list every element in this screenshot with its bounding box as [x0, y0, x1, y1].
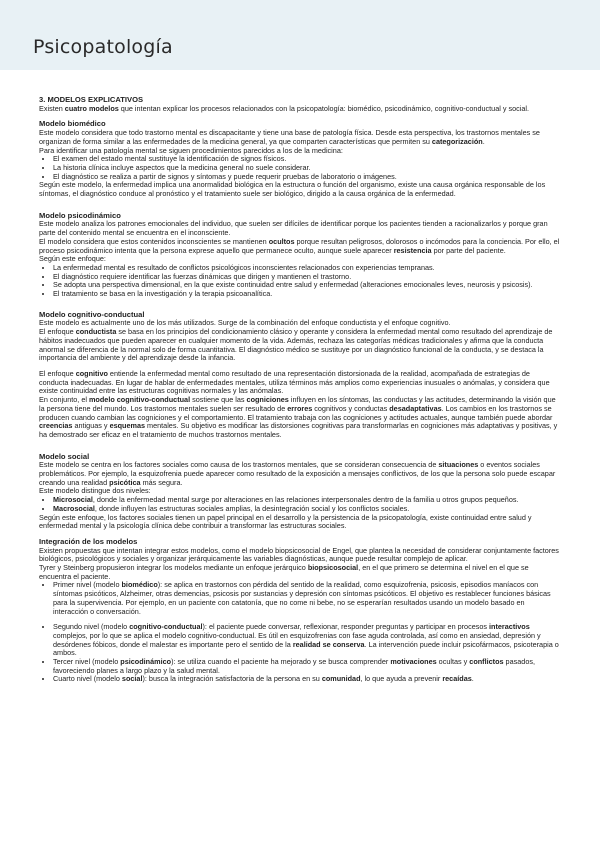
list-item: • Primer nivel (modelo biomédico): se aplica en trastornos con pérdida del sentido de la realidad, como esquizofrenia, psicosis, episodios maníacos con síntomas psicóticos, Alzheimer, otras demencias, psicosis por sustancias y depresión con síntomas psicóticos. El objetivo es restablecer funciones básicas para la supervivencia. Por ejemplo, en un paciente con catatonía, que no come ni bebe, no se esperarían resultados usando un modelo basado en interacción o conversación. [53, 581, 561, 616]
list-item: • Se adopta una perspectiva dimensional, en la que existe continuidad entre salud y enfermedad (alteraciones emocionales leves, neurosis y psicosis). [53, 281, 561, 290]
page-title: Psicopatología [33, 36, 173, 58]
heading-integracion: Integración de los modelos [39, 536, 138, 546]
list-item: • El diagnóstico requiere identificar las fuerzas dinámicas que dirigen y mantienen el trastorno. [53, 273, 561, 282]
heading-social: Modelo social [39, 451, 90, 461]
list-item: • El examen del estado mental sustituye la identificación de signos físicos. [53, 155, 561, 164]
heading-biomedico: Modelo biomédico [39, 119, 106, 129]
intro-paragraph: Existen cuatro modelos que intentan explicar los procesos relacionados con la psicopatología: biomédico, psicodinámico, cognitivo-conductual y social. [39, 103, 530, 113]
cognitivo-paragraph-2: El enfoque conductista se basa en los principios del condicionamiento clásico y operante y considera la enfermedad mental como resultado del aprendizaje de hábitos inadecuados que pueden aparecer en cualquier momento de la vida. Además, rechaza las categorías médicas tradicionales y afirma que la conducta anormal se diferencia de la normal solo de forma cuantitativa. El diagnóstico médico se sustituye por un diagnóstico funcional de la conducta, y se destaca la importancia del ambiente y del aprendizaje desde la infancia. [39, 327, 553, 363]
psicodinamico-paragraph-2: El modelo considera que estos contenidos inconscientes se mantienen ocultos porque resultan peligrosos, dolorosos o incómodos para la conciencia. Por ello, el proceso psicodinámico intenta que la persona exprese aquello que permanece oculto, aunque suele aparecer resistencia por parte del paciente. [39, 236, 560, 255]
cognitivo-paragraph-4: En conjunto, el modelo cognitivo-conductual sostiene que las cogniciones influyen en los síntomas, las conductas y las actitudes, determinando la visión que la persona tiene del mundo. Los trastornos mentales suelen ser resultado de errores cognitivos y conductas desadaptativas. Los cambios en los trastornos se producen cuando cambian las cogniciones y el comportamiento. El tratamiento trabaja con las cogniciones y actitudes actuales, aunque también puede abordar creencias antiguas y esquemas mentales. Su objetivo es modificar las distorsiones cognitivas para transformarlas en cogniciones más adaptativas y positivas, y ha demostrado ser eficaz en el tratamiento de muchos trastornos mentales. [39, 395, 558, 439]
social-list [39, 496, 561, 513]
list-item: • La historia clínica incluye aspectos que la medicina general no suele considerar. [53, 164, 561, 173]
psicodinamico-list [39, 264, 561, 299]
biomedico-list [39, 155, 561, 181]
social-paragraph-3: Según este enfoque, los factores sociales tienen un papel principal en el desarrollo y la persistencia de la psicopatología, existe continuidad entre salud y enfermedad mental y la psicología clínica debe contribuir a transformar las estructuras sociales. [39, 512, 532, 531]
psicodinamico-paragraph-3: Según este enfoque: [39, 254, 106, 264]
cognitivo-paragraph-1: Este modelo es actualmente uno de los más utilizados. Surge de la combinación del enfoque conductista y el enfoque cognitivo. [39, 318, 451, 328]
social-paragraph-2: Este modelo distingue dos niveles: [39, 486, 151, 496]
list-item: • La enfermedad mental es resultado de conflictos psicológicos inconscientes relacionados con experiencias tempranas. [53, 264, 561, 273]
section-title: 3. MODELOS EXPLICATIVOS [39, 95, 144, 104]
list-item: • El diagnóstico se realiza a partir de signos y síntomas y puede requerir pruebas de laboratorio o imágenes. [53, 173, 561, 182]
list-item: • El tratamiento se basa en la investigación y la terapia psicoanalítica. [53, 290, 561, 299]
list-item: • Macrosocial, donde influyen las estructuras sociales amplias, la desintegración social y los conflictos sociales. [53, 505, 561, 514]
integracion-list [39, 581, 561, 684]
page-header [0, 0, 600, 70]
list-item: • Microsocial, donde la enfermedad mental surge por alteraciones en las relaciones interpersonales dentro de la familia u otros grupos pequeños. [53, 496, 561, 505]
integracion-paragraph-2: Tyrer y Steinberg propusieron integrar los modelos mediante un enfoque jerárquico biopsicosocial, en el que primero se determina el nivel en el que se encuentra el paciente. [39, 563, 529, 581]
heading-psicodinamico: Modelo psicodinámico [39, 210, 121, 220]
psicodinamico-paragraph-1: Este modelo analiza los patrones emocionales del individuo, que suelen ser difíciles de identificar porque los pacientes tienden a racionalizarlos y porque gran parte del contenido mental se encuentra en el inconsciente. [39, 219, 548, 238]
cognitivo-paragraph-3: El enfoque cognitivo entiende la enfermedad mental como resultado de una representación distorsionada de la realidad, acompañada de estrategias de conducta inadecuadas. En lugar de hablar de enfermedades mentales, utiliza términos más amplios como experiencias inusuales o anómalas, y considera que existe continuidad entre las estructuras cognitivas normales y las anómalas. [39, 368, 550, 396]
social-paragraph-1: Este modelo se centra en los factores sociales como causa de los trastornos mentales, que se consideran consecuencia de situaciones o eventos sociales problemáticos. Por ejemplo, la esquizofrenia puede aparecer como resultado de la exposición a mensajes conflictivos, de los que la persona solo puede escapar creando una realidad psicótica más segura. [39, 460, 556, 487]
heading-cognitivo-conductual: Modelo cognitivo-conductual [39, 309, 145, 319]
integracion-paragraph-1: Existen propuestas que intentan integrar estos modelos, como el modelo biopsicosocial de Engel, que plantea la necesidad de considerar conjuntamente factores biológicos, psicológicos y sociales y organizar jerárquicamente las variables diagnósticas, aunque puede resultar complejo de aplicar. [39, 545, 559, 564]
list-item: • Tercer nivel (modelo psicodinámico): se utiliza cuando el paciente ha mejorado y se busca comprender motivaciones ocultas y conflictos pasados, favoreciendo planes a largo plazo y la salud mental. [53, 658, 561, 675]
list-item: • Segundo nivel (modelo cognitivo-conductual): el paciente puede conversar, reflexionar, responder preguntas y participar en procesos interactivos complejos, por lo que se aplica el modelo cognitivo-conductual. Es útil en esquizofrenias con fase aguda controlada, así como en ansiedad, depresión y desórdenes fóbicos, donde el malestar es importante pero el sentido de la realidad se conserva. La intervención puede incluir psicofármacos, psicoterapia o ambos. [53, 623, 561, 658]
biomedico-paragraph-1: Este modelo considera que todo trastorno mental es discapacitante y tiene una base de patología física. Desde esta perspectiva, los trastornos mentales se organizan de forma similar a las enfermedades de la medicina general, ya que comparten características que permiten su categorización. [39, 128, 540, 146]
biomedico-paragraph-2: Para identificar una patología mental se siguen procedimientos parecidos a los de la medicina: [39, 145, 343, 155]
document-body [39, 96, 561, 684]
list-item: • Cuarto nivel (modelo social): busca la integración satisfactoria de la persona en su comunidad, lo que ayuda a prevenir recaídas. [53, 675, 561, 684]
biomedico-paragraph-3: Según este modelo, la enfermedad implica una anormalidad biológica en la estructura o función del organismo, existe una causa orgánica responsable de los síntomas, el diagnóstico conduce al pronóstico y el tratamiento suele ser biológico, dirigido a la causa orgánica de la enfermedad. [39, 180, 546, 199]
